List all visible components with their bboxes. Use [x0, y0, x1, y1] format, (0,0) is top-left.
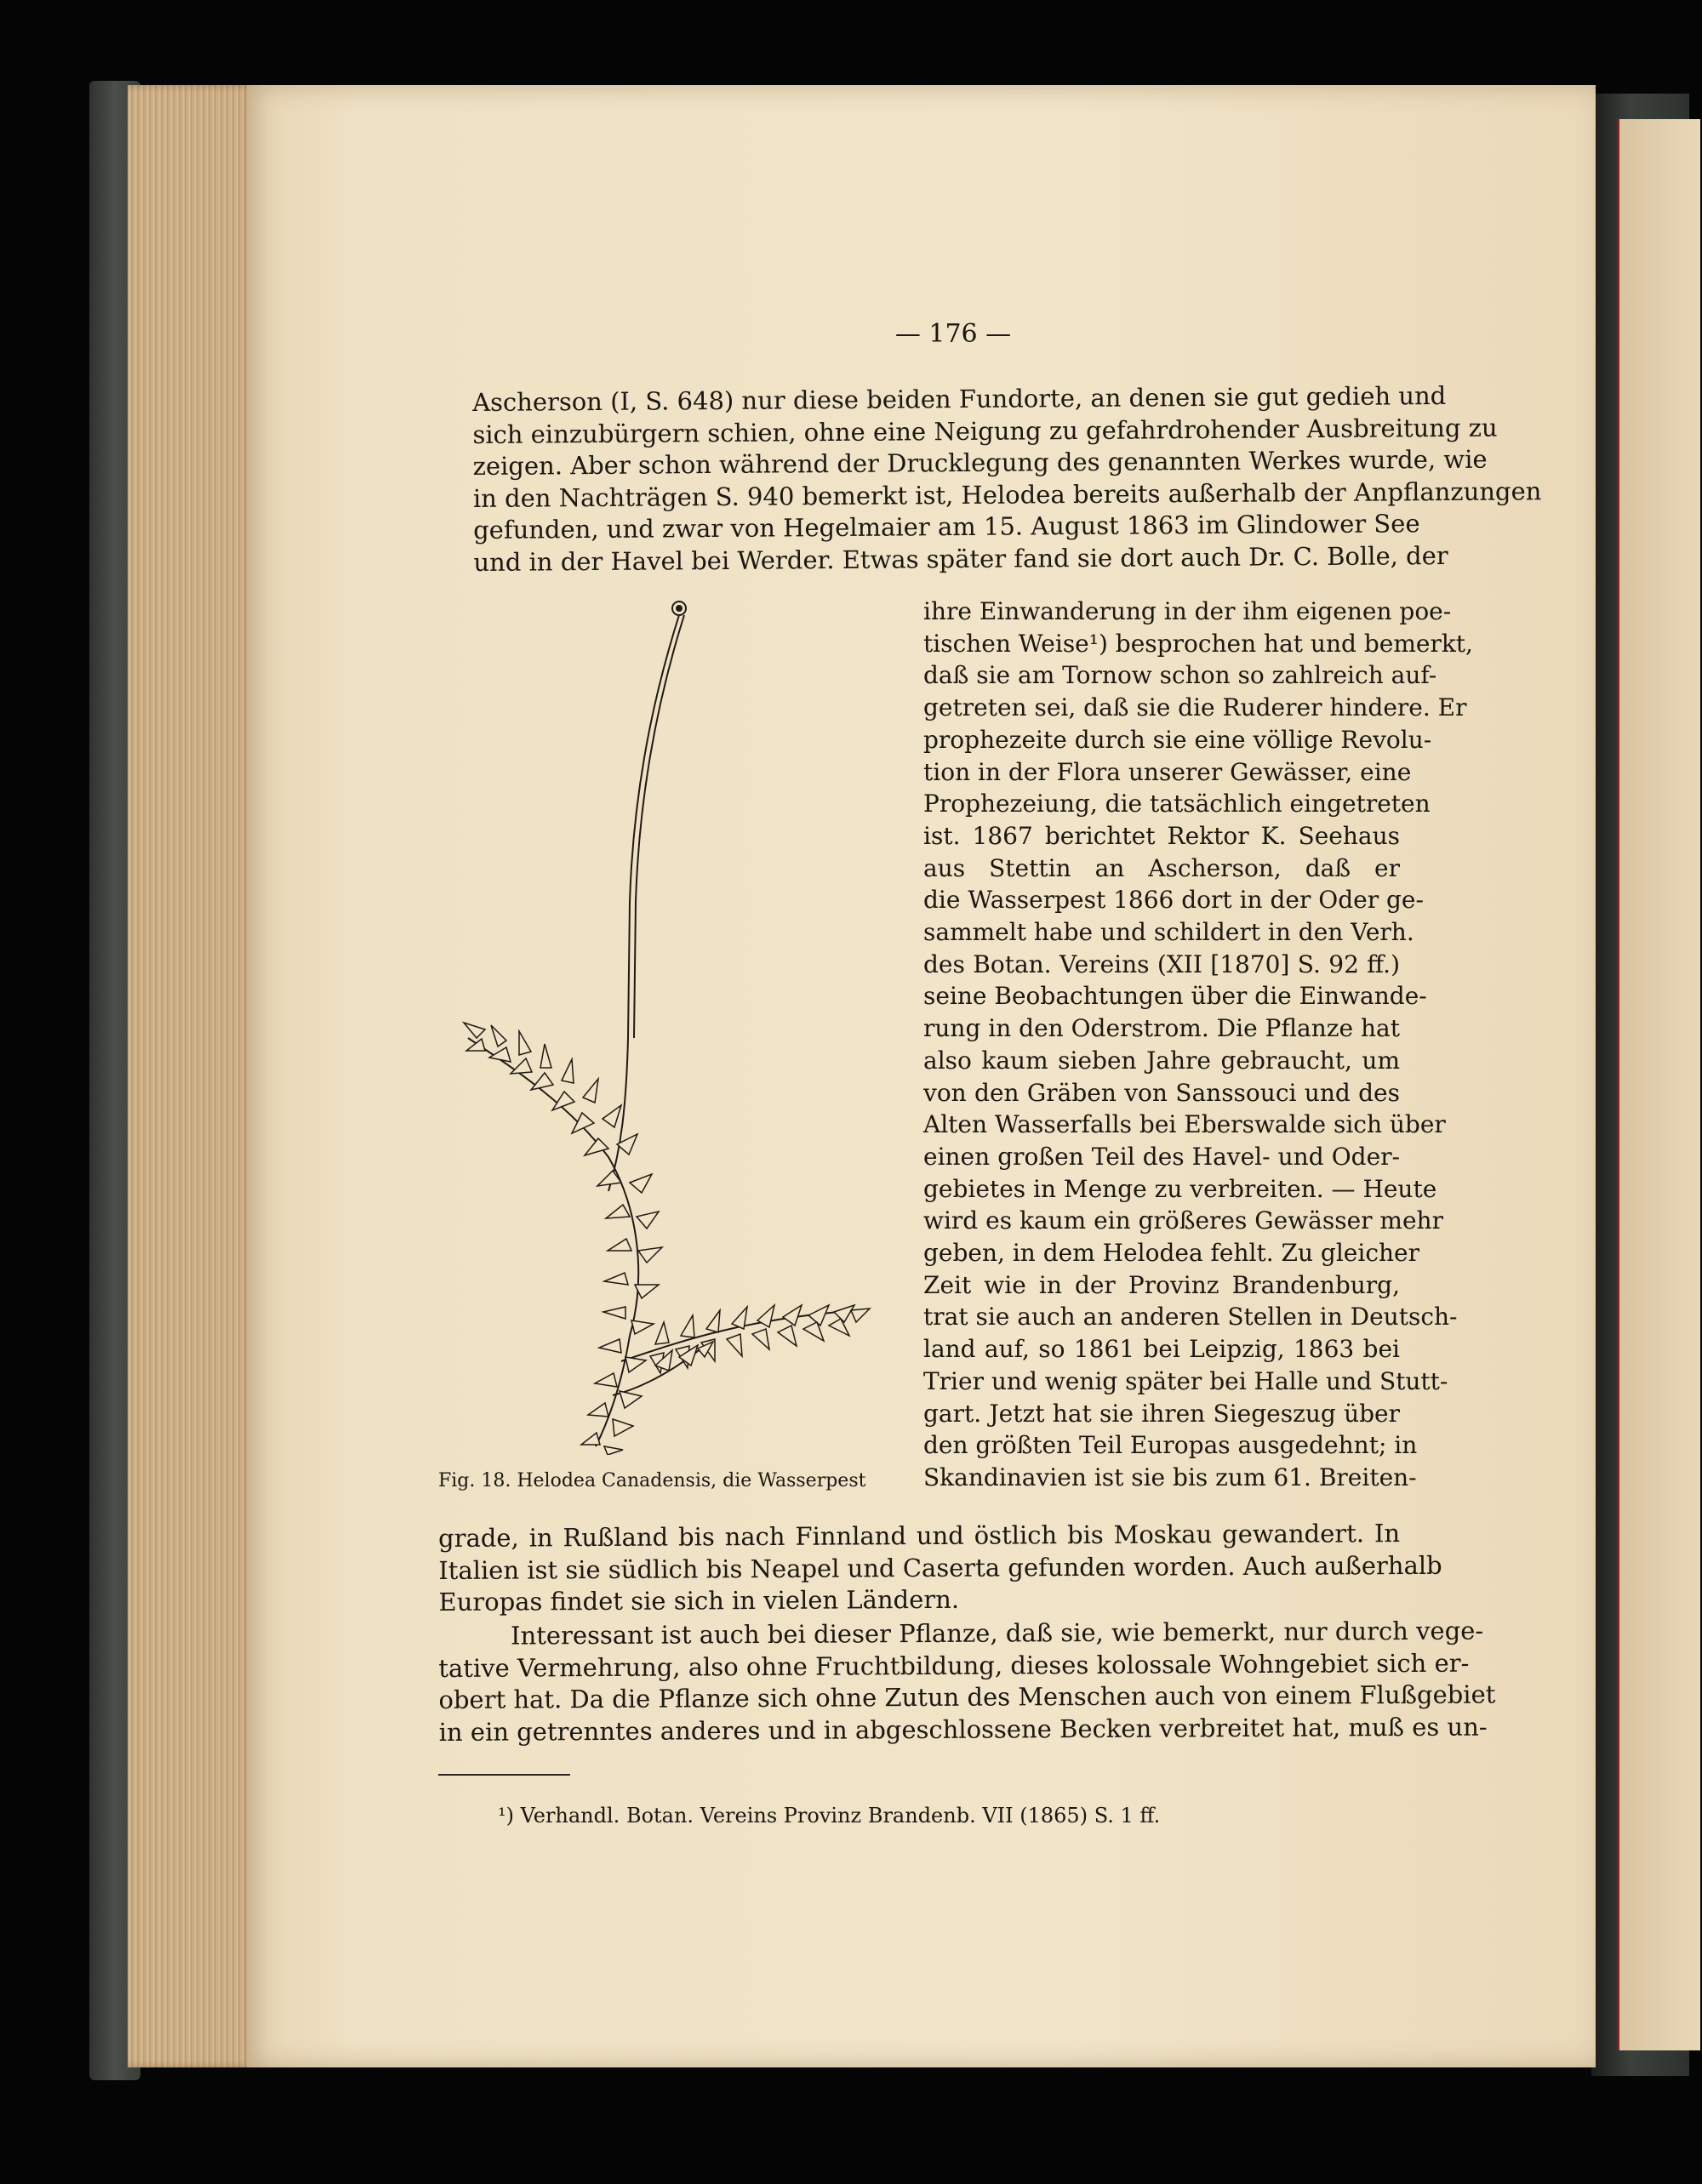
text-line: rung in den Oderstrom. Die Pflanze hat — [923, 1014, 1400, 1043]
text-line: aus Stettin an Ascherson, daß er — [923, 853, 1400, 882]
text-line: die Wasserpest 1866 dort in der Oder ge- — [923, 886, 1424, 915]
text-line: geben, in dem Helodea fehlt. Zu gleicher — [923, 1239, 1419, 1268]
text-line: Prophezeiung, die tatsächlich eingetreten — [923, 790, 1431, 818]
text-line: sammelt habe und schildert in den Verh. — [923, 918, 1414, 947]
text-line: gefunden, und zwar von Hegelmaier am 15. August 1863 im Glindower See — [473, 509, 1420, 545]
next-page-edge — [1617, 119, 1700, 2050]
text-line: von den Gräben von Sanssouci und des — [923, 1078, 1400, 1107]
figure-caption: Fig. 18. Helodea Canadensis, die Wasserpest — [438, 1470, 866, 1491]
text-line: Italien ist sie südlich bis Neapel und Caserta gefunden worden. Auch außerhalb — [438, 1550, 1442, 1585]
text-line: prophezeite durch sie eine völlige Revolu- — [923, 725, 1432, 754]
helodea-drawing-icon — [451, 596, 894, 1455]
text-line: seine Beobachtungen über die Einwande- — [923, 982, 1427, 1011]
text-line: obert hat. Da die Pflanze sich ohne Zutun des Menschen auch von einem Flußgebiet — [438, 1679, 1496, 1714]
plant-illustration — [451, 596, 894, 1455]
text-line: in ein getrenntes anderes und in abgeschlossene Becken verbreitet hat, muß es un- — [438, 1712, 1488, 1747]
text-line: trat sie auch an anderen Stellen in Deutsch- — [923, 1303, 1458, 1331]
text-line: gart. Jetzt hat sie ihren Siegeszug über — [923, 1399, 1400, 1428]
text-line: Ascherson (I, S. 648) nur diese beiden Fundorte, an denen sie gut gedieh und — [472, 381, 1447, 417]
text-line: grade, in Rußland bis nach Finnland und östlich bis Moskau gewandert. In — [438, 1519, 1401, 1553]
text-line: sich einzubürgern schien, ohne eine Neigung zu gefahrdrohender Ausbreitung zu — [472, 413, 1498, 449]
text-line: des Botan. Vereins (XII [1870] S. 92 ff.) — [923, 949, 1400, 978]
text-line: ihre Einwanderung in der ihm eigenen poe- — [923, 597, 1452, 625]
text-line: Interessant ist auch bei dieser Pflanze, daß sie, wie bemerkt, nur durch vege- — [511, 1616, 1484, 1651]
text-line: daß sie am Tornow schon so zahlreich auf- — [923, 661, 1437, 690]
text-line: einen großen Teil des Havel- und Oder- — [923, 1142, 1400, 1171]
text-block-top — [472, 380, 1542, 579]
text-line: Skandinavien ist sie bis zum 61. Breiten- — [923, 1463, 1417, 1491]
text-line: Europas findet sie sich in vielen Ländern. — [438, 1584, 960, 1617]
text-line: ist. 1867 berichtet Rektor K. Seehaus — [923, 821, 1400, 850]
paragraph-2 — [438, 1616, 1496, 1748]
page-number: — 176 — — [894, 319, 1012, 349]
text-block-bottom — [438, 1518, 1442, 1618]
text-line: in den Nachträgen S. 940 bemerkt ist, Helodea bereits außerhalb der Anpflanzungen — [472, 476, 1542, 513]
footnote: ¹) Verhandl. Botan. Vereins Provinz Brandenb. VII (1865) S. 1 ff. — [498, 1804, 1161, 1828]
text-line: also kaum sieben Jahre gebraucht, um — [923, 1046, 1400, 1075]
page-edges — [128, 85, 255, 2067]
text-line: getreten sei, daß sie die Ruderer hindere. Er — [923, 693, 1467, 722]
text-line: land auf, so 1861 bei Leipzig, 1863 bei — [923, 1335, 1400, 1364]
text-line: Zeit wie in der Provinz Brandenburg, — [923, 1270, 1400, 1299]
footnote-divider — [438, 1774, 570, 1776]
text-line: Trier und wenig später bei Halle und Stutt- — [923, 1366, 1448, 1395]
text-line: tion in der Flora unserer Gewässer, eine — [923, 757, 1412, 786]
text-line: gebietes in Menge zu verbreiten. — Heute — [923, 1174, 1437, 1203]
text-line: tative Vermehrung, also ohne Fruchtbildung, dieses kolossale Wohngebiet sich er- — [438, 1648, 1470, 1683]
text-line: und in der Havel bei Werder. Etwas später fand sie dort auch Dr. C. Bolle, der — [473, 540, 1448, 577]
text-line: Alten Wasserfalls bei Eberswalde sich über — [923, 1110, 1446, 1139]
text-line: den größten Teil Europas ausgedehnt; in — [923, 1431, 1418, 1460]
text-line: tischen Weise¹) besprochen hat und bemerkt, — [923, 629, 1473, 658]
text-line: zeigen. Aber schon während der Drucklegung des genannten Werkes wurde, wie — [472, 444, 1488, 481]
text-block-right — [923, 596, 1473, 1494]
text-line: wird es kaum ein größeres Gewässer mehr — [923, 1206, 1443, 1235]
